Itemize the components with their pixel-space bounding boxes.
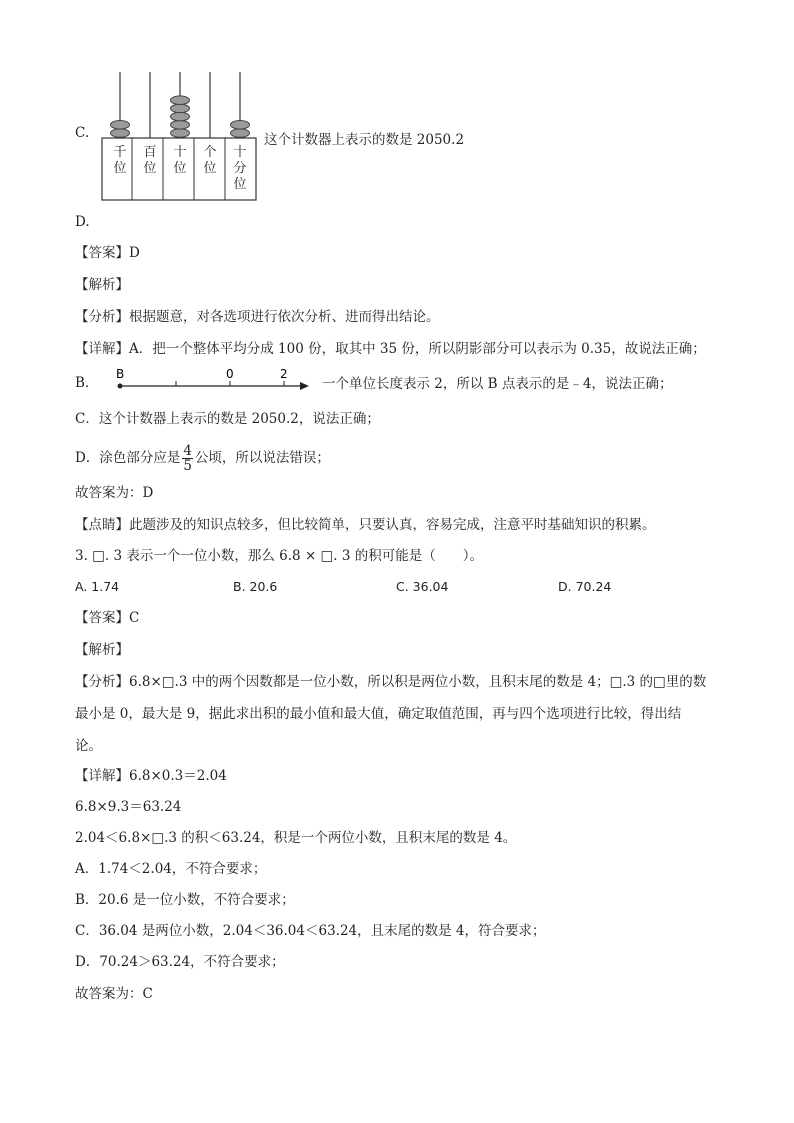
q3-conclusion: 故答案为：C bbox=[75, 986, 153, 1002]
analysis-fenxi: 【分析】根据题意，对各选项进行依次分析、进而得出结论。 bbox=[75, 309, 440, 325]
abacus-bead bbox=[171, 129, 190, 138]
option-d-letter: D. bbox=[75, 214, 90, 230]
answer-line bbox=[75, 244, 140, 262]
q3-fenxi-1: 【分析】6.8×□.3 中的两个因数都是一位小数，所以积是两位小数，且积末尾的数是 4；□.3 的□里的数 bbox=[75, 674, 707, 690]
abacus-diagram bbox=[100, 72, 260, 202]
abacus-bead bbox=[111, 129, 130, 138]
q3-detail-c: C．36.04 是两位小数，2.04＜36.04＜63.24，且末尾的数是 4，符合要求； bbox=[75, 923, 546, 939]
abacus-bead bbox=[231, 121, 250, 130]
q3-detail-d: D．70.24＞63.24，不符合要求； bbox=[75, 954, 285, 970]
option-b: B. 20.6 bbox=[233, 579, 278, 594]
detail-d-suffix: 公顷，所以说法错误； bbox=[194, 450, 330, 466]
abacus-column-label: 位 bbox=[233, 177, 247, 192]
number-line bbox=[104, 366, 314, 400]
q3-answer-tag: 【答案】 bbox=[75, 610, 129, 626]
option-c-text: 这个计数器上表示的数是 2050.2 bbox=[264, 132, 465, 148]
abacus-column-label: 位 bbox=[203, 161, 217, 176]
point-b bbox=[118, 384, 123, 389]
abacus-bead bbox=[171, 104, 190, 113]
detail-a: 【详解】A．把一个整体平均分成 100 份，取其中 35 份，所以阴影部分可以表示为 0.35，故说法正确； bbox=[75, 341, 706, 357]
option-d: D. 70.24 bbox=[558, 579, 612, 594]
q3-detail-1: 【详解】6.8×0.3＝2.04 bbox=[75, 768, 227, 784]
detail-b-letter: B． bbox=[75, 375, 99, 391]
abacus-column-label: 分 bbox=[233, 161, 247, 176]
fraction-numerator: 4 bbox=[183, 443, 192, 459]
point-b-label: B bbox=[116, 367, 125, 381]
q3-analysis-tag: 【解析】 bbox=[75, 642, 129, 658]
fraction-denominator: 5 bbox=[183, 458, 192, 474]
abacus-column-label: 位 bbox=[143, 161, 157, 176]
option-a: A. 1.74 bbox=[75, 579, 120, 594]
abacus-column-label: 位 bbox=[173, 161, 187, 176]
q3-answer-value: C bbox=[129, 610, 140, 626]
abacus-bead bbox=[171, 112, 190, 121]
abacus-bead bbox=[171, 121, 190, 130]
tick-label-2: 2 bbox=[280, 367, 288, 381]
question-3-stem: 3. □. 3 表示一个一位小数，那么 6.8 × □. 3 的积可能是（ ）。 bbox=[75, 548, 484, 564]
abacus-column-label: 千 bbox=[113, 145, 127, 160]
q3-fenxi-2: 最小是 0，最大是 9，据此求出积的最小值和最大值，确定取值范围，再与四个选项进行比较，得出结 bbox=[75, 706, 682, 722]
option-c-letter: C. bbox=[75, 125, 90, 141]
abacus-column-label: 位 bbox=[113, 161, 127, 176]
q3-detail-3: 2.04＜6.8×□.3 的积＜63.24，积是一个两位小数，且积末尾的数是 4。 bbox=[75, 830, 517, 846]
abacus-bead bbox=[111, 121, 130, 130]
analysis-tag: 【解析】 bbox=[75, 277, 129, 293]
abacus-column-label: 个 bbox=[203, 145, 217, 160]
answer-value: D bbox=[129, 245, 140, 261]
detail-d-prefix: D．涂色部分应是 bbox=[75, 450, 181, 466]
fraction bbox=[182, 444, 193, 473]
detail-d bbox=[75, 443, 330, 473]
q3-fenxi-3: 论。 bbox=[75, 738, 102, 754]
option-c: C. 36.04 bbox=[396, 579, 449, 594]
q3-answer-line bbox=[75, 609, 139, 627]
abacus-beads bbox=[111, 96, 250, 137]
q3-detail-a: A．1.74＜2.04，不符合要求； bbox=[75, 861, 267, 877]
abacus-column-label: 十 bbox=[233, 145, 247, 160]
conclusion: 故答案为：D bbox=[75, 485, 154, 501]
q3-detail-b: B．20.6 是一位小数，不符合要求； bbox=[75, 892, 295, 908]
q3-detail-2: 6.8×9.3＝63.24 bbox=[75, 799, 182, 815]
number-line-arrow bbox=[300, 382, 309, 390]
abacus-column-label: 百 bbox=[143, 145, 157, 160]
abacus-bead bbox=[231, 129, 250, 138]
dianjing: 【点睛】此题涉及的知识点较多，但比较简单，只要认真，容易完成，注意平时基础知识的积累。 bbox=[75, 517, 656, 533]
answer-tag: 【答案】 bbox=[75, 245, 129, 261]
abacus-bead bbox=[171, 96, 190, 105]
detail-b-text: 一个单位长度表示 2，所以 B 点表示的是﹣4，说法正确； bbox=[322, 376, 673, 392]
abacus-column-label: 十 bbox=[173, 145, 187, 160]
tick-label-0: 0 bbox=[226, 367, 234, 381]
detail-c: C．这个计数器上表示的数是 2050.2，说法正确； bbox=[75, 411, 380, 427]
